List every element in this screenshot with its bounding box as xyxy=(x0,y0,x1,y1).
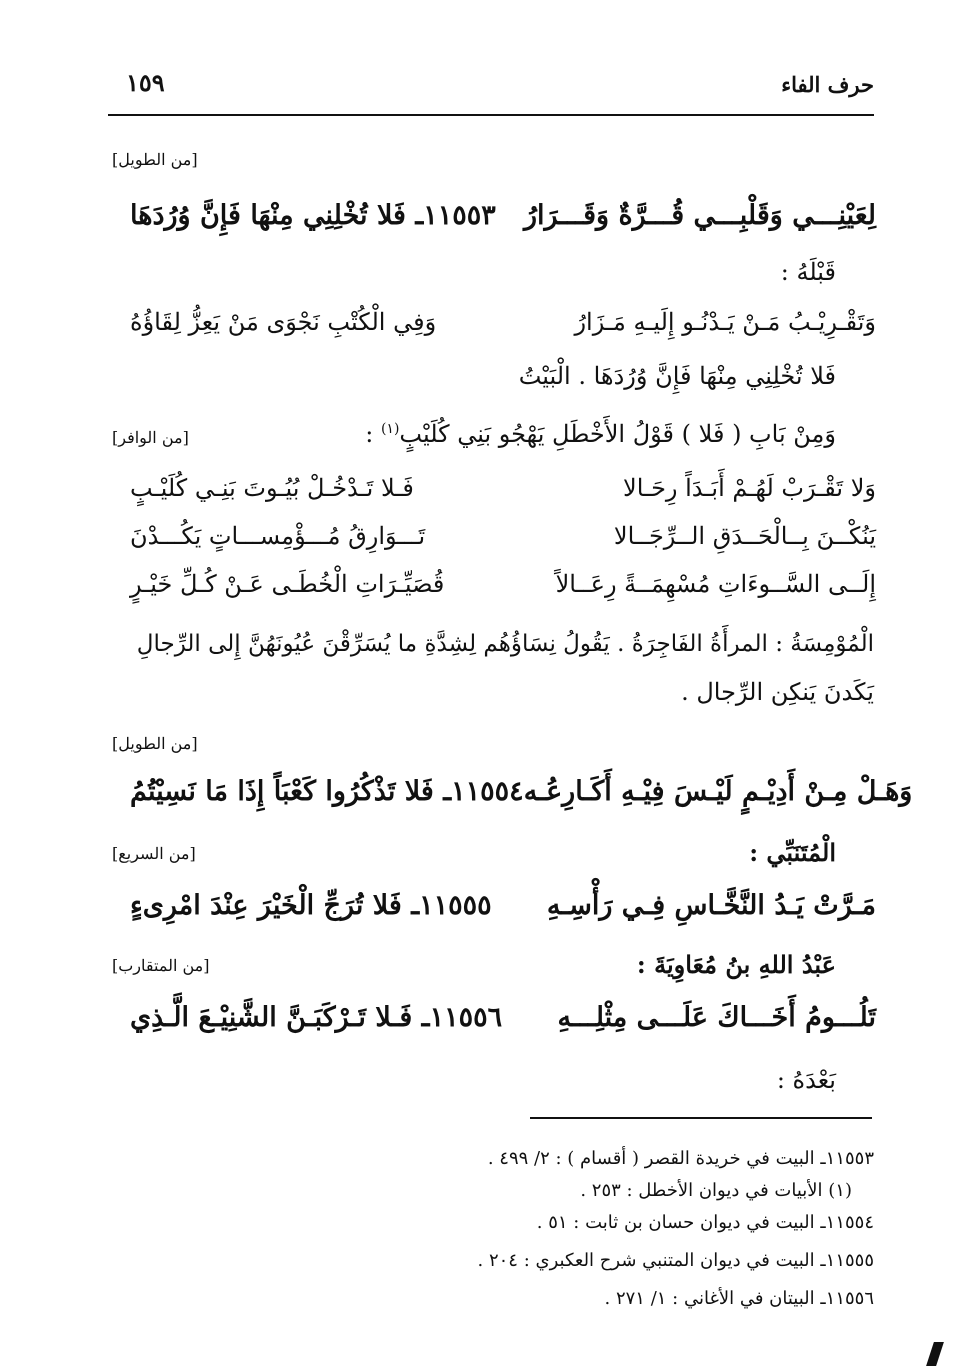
gloss-paragraph xyxy=(104,620,874,716)
verse-second-hemistich: مَـرَّتْ يَـدُ النَّخَّـاسِ فِـي رَأْسِـهِ xyxy=(546,890,876,921)
footnote: ١١٥٥٥ـ البيت في ديوان المتنبي شرح العكبري : ٢٠٤ . xyxy=(477,1250,874,1271)
akhtal-verse-2 xyxy=(130,522,876,550)
qablahu-label: قَبْلَهُ : xyxy=(780,258,836,286)
verse-first-hemistich: وَفِي الْكُتْبِ نَجْوَى مَنْ يَعِزُّ لِقَاؤُهُ xyxy=(130,308,437,336)
meter-label: [من المتقارب] xyxy=(112,956,210,975)
verse-number: ١١٥٥٥ـ xyxy=(411,890,492,921)
footnote: (١) الأبيات في ديوان الأخطل : ٢٥٣ . xyxy=(580,1180,852,1201)
poet-name: الْمُتَنَبِّي : xyxy=(749,838,836,867)
footnote: ١١٥٥٣ـ البيت في خريدة القصر ( أقسام ) : ٢/ ٤٩٩ . xyxy=(487,1148,874,1169)
verse-second-hemistich: وَتَقْـرِيْـبُ مَـنْ يَـدْنُـو إِلَيـهِ مَـزَارُ xyxy=(574,308,876,336)
scan-edge-mark xyxy=(926,1342,944,1366)
verse-number: ١١٥٥٣ـ xyxy=(415,200,496,231)
footnote-ref: (١) xyxy=(380,421,400,437)
footnote: ١١٥٥٤ـ البيت في ديوان حسان بن ثابت : ٥١ . xyxy=(536,1212,874,1233)
header-rule xyxy=(108,114,874,116)
verse-first-hemistich: ١١٥٥٣ـ فَلا تُخْلِنِي مِنْهَا فَإِنَّ وُرُدَهَا xyxy=(130,200,496,231)
verse-number: ١١٥٥٦ـ xyxy=(421,1002,503,1033)
verse-1553 xyxy=(130,200,876,231)
verse-second-hemistich: وَهَـلْ مِـنْ أَدِيْـمٍ لَيْـسَ فِيْـهِ أَكَـارِعُـه xyxy=(523,776,913,807)
footnote: ١١٥٥٦ـ البيتان في الأغاني : ١/ ٢٧١ . xyxy=(604,1288,874,1309)
verse-first-hemistich: ١١٥٥٤ـ فَلا تَذْكُرُوا كَعْبَاً إِذَا مَا نَسِيْتُمُ xyxy=(130,776,524,807)
verse-number: ١١٥٥٤ـ xyxy=(443,776,524,807)
akhtal-verse-3 xyxy=(130,570,876,598)
verse-first-hemistich: ١١٥٥٦ـ فَـلا تَـرْكَبَـنَّ الشَّنِيْـعَ الَّـذِي xyxy=(130,1002,503,1033)
footnote-rule xyxy=(530,1117,872,1119)
gloss-line-2: يَكَدنَ يَنكِن الرِّجال . xyxy=(681,678,874,706)
meter-label: [من الطويل] xyxy=(112,734,198,753)
verse-1553-preceding xyxy=(130,308,876,336)
running-header-title: حرف الفاء xyxy=(781,72,874,97)
verse-repeat-line: فَلا تُخْلِنِي مِنْهَا فَإِنَّ وُرُدَهَا . الْبَيْتُ xyxy=(518,362,836,390)
akhtal-intro: وَمِنْ بَابِ ( فَلا ) قَوْلُ الأَخْطَلِ يَهْجُو بَنِي كُلَيْبٍ$^{(١)}$ : xyxy=(365,420,836,448)
verse-second-hemistich: تَلُـــومُ أَخَـــاكَ عَلَـــى مِثْلِـــهِ xyxy=(557,1002,876,1033)
poet-name: عَبْدُ اللهِ بنُ مُعَاوِيَةَ : xyxy=(636,950,836,979)
verse-second-hemistich: يَنُكْــنَ بِــالْحَــدَقِ الــرِّجَــالا xyxy=(613,522,876,550)
meter-label: [من الطويل] xyxy=(112,150,198,169)
meter-label: [من الوافر] xyxy=(112,428,189,447)
page-number: ١٥٩ xyxy=(126,68,165,97)
verse-second-hemistich: وَلا تَقْـرَبْ لَهُـمْ أَبَـدَاً رِحَـالا xyxy=(623,474,876,502)
verse-second-hemistich: إِلَــى السَّــوءَاتِ مُسْهِمَــةً رِعَــالاً xyxy=(555,570,876,598)
verse-1556 xyxy=(130,1002,876,1033)
verse-first-hemistich: تَـــوَارِقُ مُـــؤْمِســـاتٍ يَكُـــدْنَ xyxy=(130,522,426,550)
verse-first-hemistich: فَـلا تَـدْخُـلْ بُيُـوتَ بَنِـي كُلَيْـبٍ xyxy=(130,474,414,502)
verse-1554 xyxy=(130,776,913,807)
akhtal-verse-1 xyxy=(130,474,876,502)
verse-first-hemistich: قُصَيِّـرَاتِ الْخُطَـى عَـنْ كُـلِّ خَيْـرٍ xyxy=(130,570,445,598)
badahu-label: بَعْدَهُ : xyxy=(776,1066,836,1094)
verse-1555 xyxy=(130,890,876,921)
gloss-line-1: الْمُوْمِسَةُ : المرأَةُ الفَاجِرَةُ . يَقُولُ نِسَاؤُهُم لِشِدَّةِ ما يُسَرِّقْنَ عُيُونَهُنَّ إِلى الرِّجالِ xyxy=(136,631,874,657)
verse-second-hemistich: لِعَيْنِـــي وَقَلْبِـــي قُـــرَّةٌ وَقَـــرَارُ xyxy=(523,200,876,231)
meter-label: [من السريع] xyxy=(112,844,196,863)
verse-first-hemistich: ١١٥٥٥ـ فَلا تُرَجِّ الْخَيْرَ عِنْدَ امْرِىءٍ xyxy=(130,890,492,921)
